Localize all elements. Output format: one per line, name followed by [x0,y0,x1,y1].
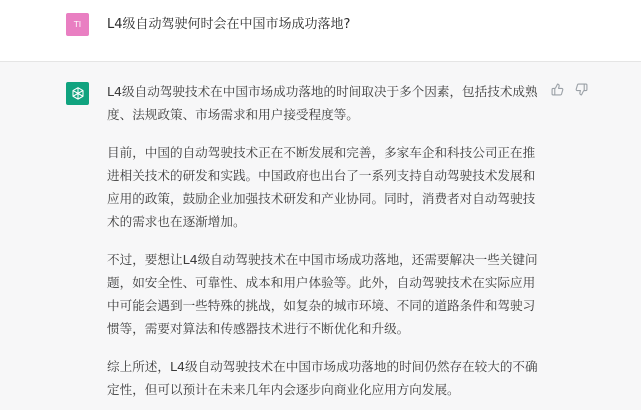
answer-paragraph-4: 综上所述，L4级自动驾驶技术在中国市场成功落地的时间仍然存在较大的不确定性，但可以预计在未来几年内会逐步向商业化应用方向发展。 [107,359,538,397]
openai-logo-icon [66,82,89,105]
feedback-buttons [550,82,588,96]
user-avatar: TI [66,13,89,36]
user-message-text: L4级自动驾驶何时会在中国市场成功落地? [107,17,351,32]
user-message-row [0,0,641,62]
assistant-message-row [0,62,641,410]
answer-paragraph-2: 目前，中国的自动驾驶技术正在不断发展和完善，多家车企和科技公司正在推进相关技术的研发和实践。中国政府也出台了一系列支持自动驾驶技术发展和应用的政策，鼓励企业加强技术研发和产业协同。同时，消费者对自动驾驶技术的需求也在逐渐增加。 [107,145,536,229]
answer-paragraph-1: L4级自动驾驶技术在中国市场成功落地的时间取决于多个因素，包括技术成熟度、法规政策、市场需求和用户接受程度等。 [107,84,538,122]
answer-paragraph-3: 不过，要想让L4级自动驾驶技术在中国市场成功落地，还需要解决一些关键问题，如安全性、可靠性、成本和用户体验等。此外，自动驾驶技术在实际应用中可能会遇到一些特殊的挑战，如复杂的城市环境、不同的道路条件和驾驶习惯等，需要对算法和传感器技术进行不断优化和升级。 [107,252,538,336]
thumbs-up-icon[interactable] [550,82,564,96]
assistant-message-text [107,80,539,416]
thumbs-down-icon[interactable] [574,82,588,96]
